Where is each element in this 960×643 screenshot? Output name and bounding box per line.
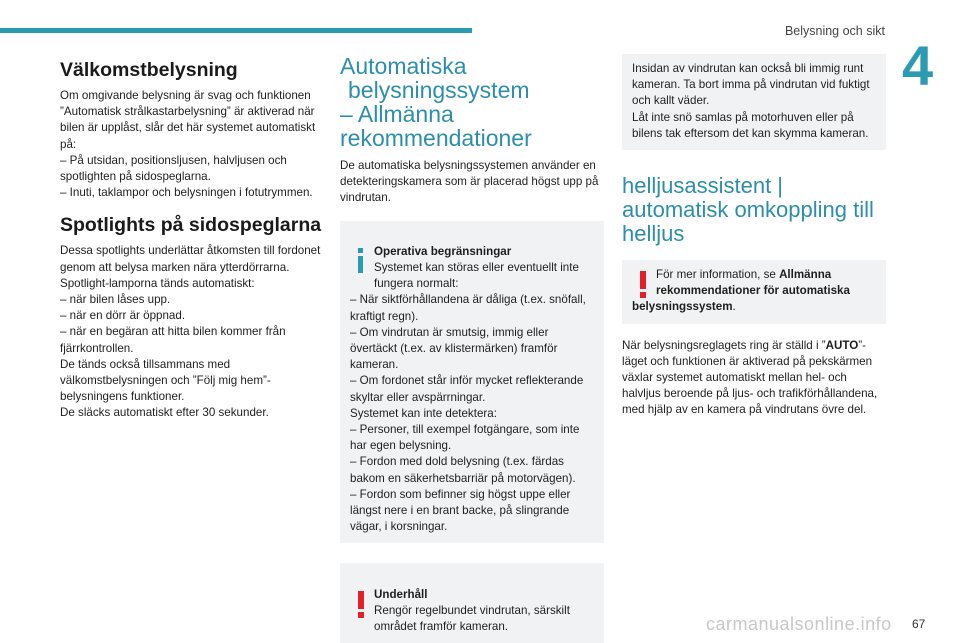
note-prefix: För mer information, se (656, 268, 780, 282)
info-box-heading: Operativa begränsningar (374, 244, 512, 258)
text-part: ”-läget och funktionen är aktiverad på pekskärmen växlar systemet automatiskt mellan hel- och halvljus beroende på ljus- och trafikförhållandena, med hjälp av en kamera på vindrutans övre del. (622, 338, 878, 417)
header-accent-bar (0, 28, 472, 33)
heading-line: helljusassistent | (622, 173, 784, 199)
heading-line: – Allmänna (340, 101, 454, 127)
column-2 (340, 54, 604, 643)
info-icon-wrap (350, 244, 374, 278)
text-part: När belysningsreglagets ring är ställd i ” (622, 338, 826, 352)
paragraph-spotlights: Dessa spotlights underlättar åtkomsten till fordonet genom att belysa marken nära ytterdörrarna. Spotlight-lamporna tänds automatiskt: – när bilen låses upp. – när en dörr är öppnad. – när en begäran att hitta bilen kommer från fjärrkontrollen. De tänds också tillsammans med välkomstbelysningen och ”Följ mig hem”-belysningens funktioner. De släcks automatiskt efter 30 sekunder. (60, 244, 321, 420)
info-box-body: Systemet kan störas eller eventuellt inte fungera normalt: – När siktförhållandena är dåliga (t.ex. snöfall, kraftigt regn). – Om vindrutan är smutsig, immig eller övertäckt (t.ex. av klistermärken) framför kameran. – Om fordonet står inför mycket reflekterande skyltar eller avspärrningar. Systemet kan inte detektera: – Personer, till exempel fotgängare, som inte har egen belysning. – Fordon med dold belysning (t.ex. färdas bakom en säkerhetsbarriär på motorvägen). – Fordon som befinner sig högst uppe eller längst nere i en brant backe, på slingrande vägar, i korsningar. (350, 261, 586, 534)
warning-icon (352, 589, 370, 619)
note-reference-link[interactable]: Allmänna rekommendationer för automatiska belysningssystem (632, 268, 850, 314)
warning-icon-wrap (632, 267, 656, 297)
warning-box-heading: Underhåll (374, 587, 428, 601)
heading-automatiska-belysningssystem (340, 54, 604, 150)
warning-box-underhall (340, 563, 604, 643)
info-icon (350, 246, 372, 276)
paragraph-detekteringskamera: De automatiska belysningssystemen använder en detekteringskamera som är placerad högst upp på vindrutan. (340, 159, 599, 205)
heading-line: automatisk omkoppling till (622, 197, 874, 223)
page-number: 67 (912, 617, 926, 631)
note-suffix: . (732, 300, 736, 314)
heading-line: belysningssystem (348, 77, 530, 103)
info-box-operativa-begransningar (340, 221, 604, 544)
heading-line: rekommendationer (340, 125, 532, 151)
heading-helljusassistent (622, 174, 886, 246)
watermark: carmanualsonline.info (706, 614, 892, 634)
chapter-number: 4 (902, 34, 934, 97)
warning-box-more-info (622, 260, 886, 324)
paragraph-valkomstbelysning: Om omgivande belysning är svag och funktionen ”Automatisk strålkastarbelysning” är aktiverad när bilen är upplåst, slår det här systemet automatiskt på: – På utsidan, positionsljusen, halvljusen och spotlighten på sidospeglarna. – Inuti, taklampor och belysningen i fotutrymmen. (60, 89, 316, 200)
warning-icon (634, 269, 652, 299)
note-box-imma: Insidan av vindrutan kan också bli immig runt kameran. Ta bort imma på vindrutan vid fuktigt och kallt väder. Låt inte snö samlas på motorhuven eller på bilens tak eftersom det kan skymma kameran. (622, 54, 886, 150)
auto-label: AUTO (825, 338, 859, 352)
heading-line: Automatiska (340, 53, 467, 79)
heading-valkomstbelysning: Välkomstbelysning (60, 59, 238, 81)
warning-icon-wrap (350, 587, 374, 621)
column-3 (622, 54, 886, 419)
section-title: Belysning och sikt (784, 24, 885, 38)
column-1 (60, 54, 325, 422)
heading-spotlights: Spotlights på sidospeglarna (60, 214, 322, 237)
heading-line: helljus (622, 221, 685, 247)
paragraph-auto-lage (622, 338, 886, 419)
warning-box-body: Rengör regelbundet vindrutan, särskilt området framför kameran. (374, 603, 570, 634)
